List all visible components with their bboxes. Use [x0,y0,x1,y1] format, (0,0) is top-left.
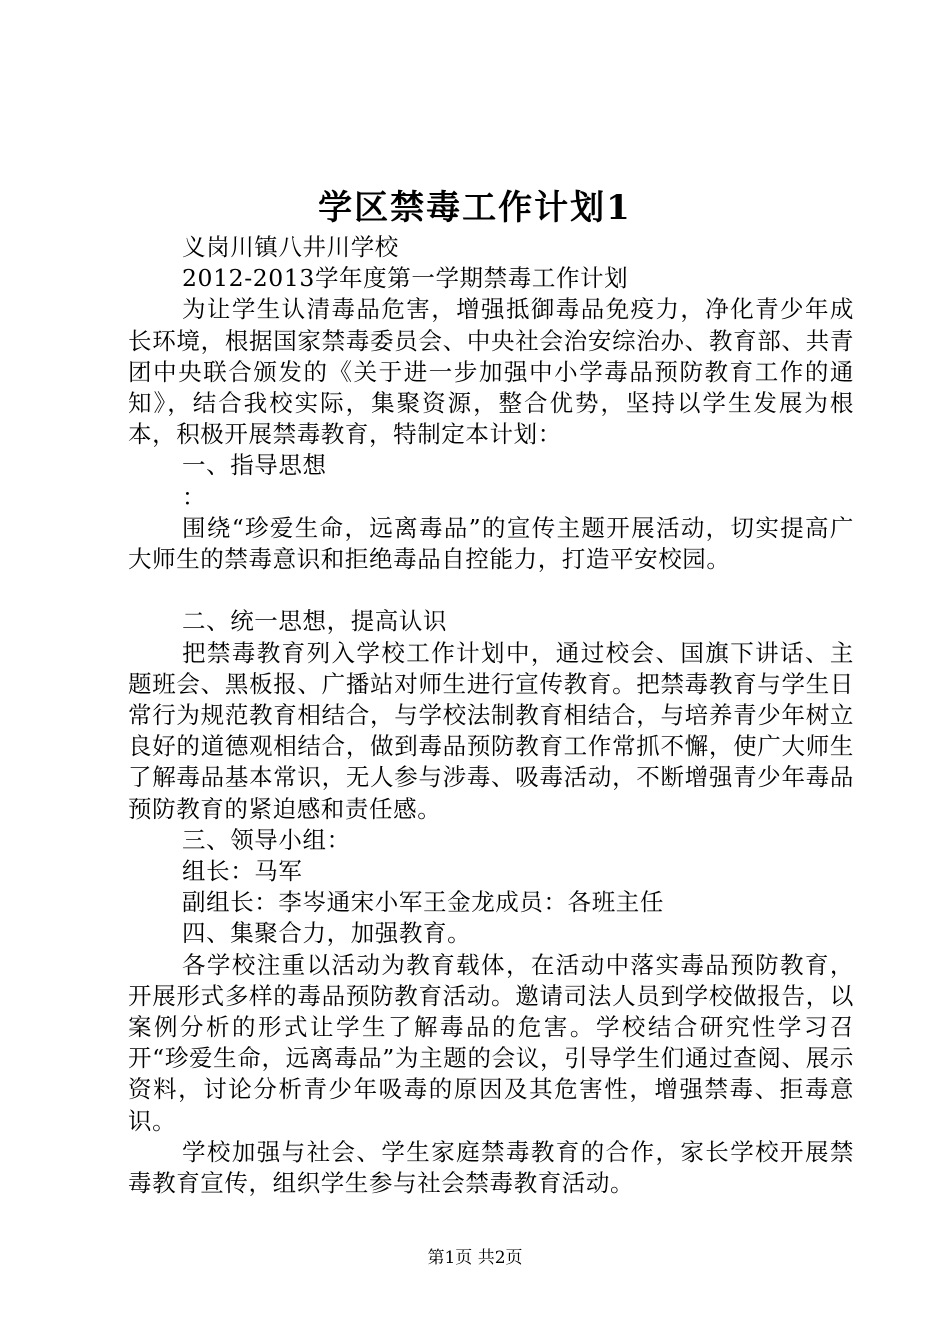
paragraph: 一、指导思想 [182,451,327,480]
paragraph: 义岗川镇八井川学校 [182,233,399,261]
paragraph: 把禁毒教育列入学校工作计划中，通过校会、国旗下讲话、主题班会、黑板报、广播站对师生进行宣传教育。把禁毒教育与学生日常行为规范教育相结合，与学校法制教育相结合，与培养青少年树立良好的道德观相结合，做到毒品预防教育工作常抓不懈，使广大师生了解毒品基本常识，无人参与涉毒、吸毒活动，不断增强青少年毒品预防教育的紧迫感和责任感。 [128,638,854,823]
blank-line [128,575,854,606]
document-body [128,232,854,1199]
paragraph: 围绕“珍爱生命，远离毒品”的宣传主题开展活动，切实提高广大师生的禁毒意识和拒绝毒品自控能力，打造平安校园。 [128,513,854,574]
paragraph: 学校加强与社会、学生家庭禁毒教育的合作，家长学校开展禁毒教育宣传，组织学生参与社会禁毒教育活动。 [128,1137,854,1198]
paragraph: 为让学生认清毒品危害，增强抵御毒品免疫力，净化青少年成长环境，根据国家禁毒委员会、中央社会治安综治办、教育部、共青团中央联合颁发的《关于进一步加强中小学毒品预防教育工作的通知》，结合我校实际，集聚资源，整合优势，坚持以学生发展为根本，积极开展禁毒教育，特制定本计划： [128,295,854,449]
paragraph: 二、统一思想，提高认识 [182,607,448,636]
paragraph: 各学校注重以活动为教育载体，在活动中落实毒品预防教育，开展形式多样的毒品预防教育活动。邀请司法人员到学校做报告，以案例分析的形式让学生了解毒品的危害。学校结合研究性学习召开“珍爱生命，远离毒品”为主题的会议，引导学生们通过查阅、展示资料，讨论分析青少年吸毒的原因及其危害性，增强禁毒、拒毒意识。 [128,950,854,1135]
paragraph: 组长：马军 [182,857,303,886]
document-title: 学区禁毒工作计划1 [318,188,632,228]
paragraph: 四、集聚合力，加强教育。 [182,919,472,948]
paragraph: ： [182,482,207,511]
paragraph: 三、领导小组： [182,825,351,854]
page-footer: 第1页 共2页 [427,1248,523,1268]
paragraph: 副组长：李岑通宋小军王金龙成员：各班主任 [182,888,664,917]
paragraph: 2012-2013学年度第一学期禁毒工作计划 [182,264,629,293]
